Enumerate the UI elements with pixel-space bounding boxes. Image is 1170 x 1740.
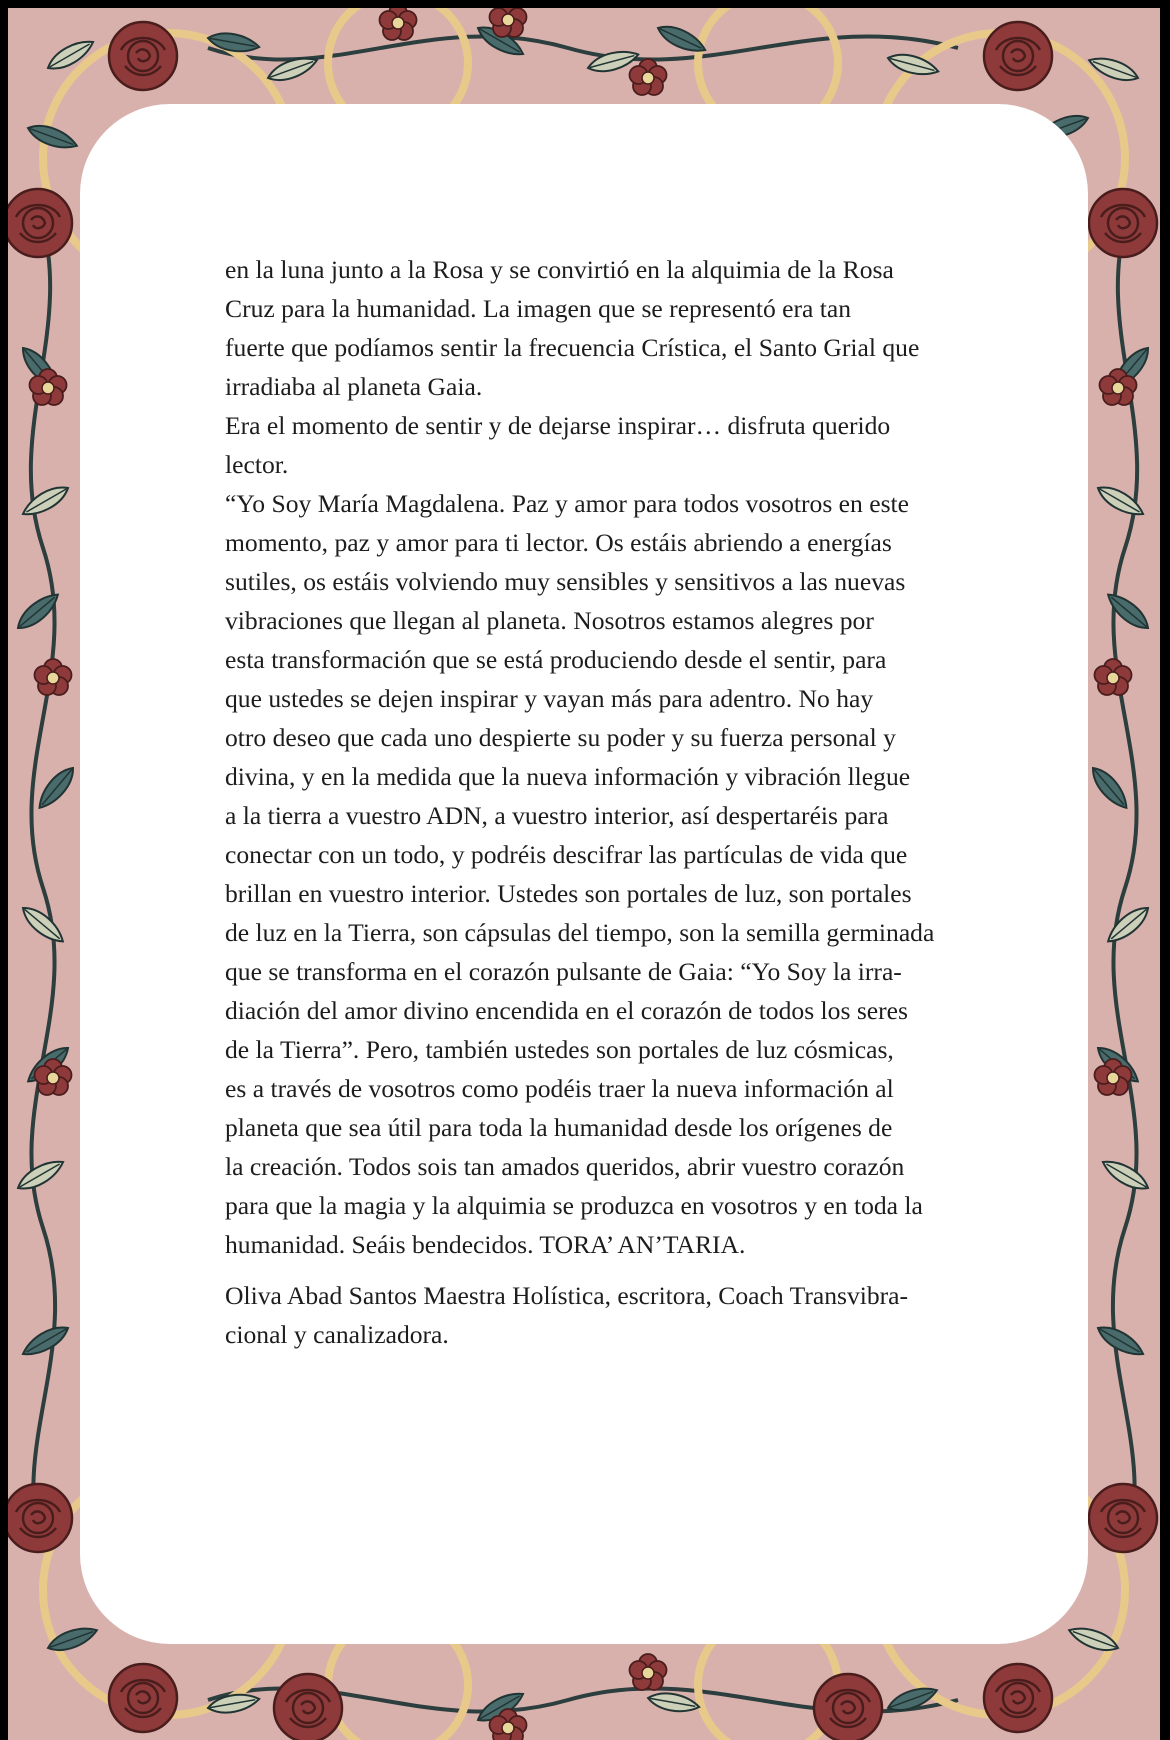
paragraph [225,250,975,406]
text-line: la creación. Todos sois tan amados queridos, abrir vuestro corazón [225,1152,905,1181]
text-line: planeta que sea útil para toda la humanidad desde los orígenes de [225,1113,893,1142]
text-line: Era el momento de sentir y de dejarse inspirar… disfruta querido [225,411,891,440]
text-line: “Yo Soy María Magdalena. Paz y amor para todos vosotros en este [225,489,910,518]
text-line: que ustedes se dejen inspirar y vayan más para adentro. No hay [225,684,874,713]
paragraph [225,406,975,484]
text-line: es a través de vosotros como podéis traer la nueva información al [225,1074,894,1103]
text-line: humanidad. Seáis bendecidos. TORA’ AN’TARIA. [225,1230,746,1259]
author-signature [225,1276,975,1354]
text-line: fuerte que podíamos sentir la frecuencia Crística, el Santo Grial que [225,333,920,362]
text-line: Oliva Abad Santos Maestra Holística, escritora, Coach Transvibra- [225,1281,909,1310]
text-line: de luz en la Tierra, son cápsulas del tiempo, son la semilla germinada [225,918,935,947]
text-line: divina, y en la medida que la nueva información y vibración llegue [225,762,911,791]
text-line: otro deseo que cada uno despierte su poder y su fuerza personal y [225,723,896,752]
text-line: en la luna junto a la Rosa y se convirtió en la alquimia de la Rosa [225,255,894,284]
text-line: a la tierra a vuestro ADN, a vuestro interior, así despertaréis para [225,801,889,830]
text-line: diación del amor divino encendida en el corazón de todos los seres [225,996,908,1025]
text-line: momento, paz y amor para ti lector. Os estáis abriendo a energías [225,528,892,557]
text-line: irradiaba al planeta Gaia. [225,372,483,401]
text-line: esta transformación que se está produciendo desde el sentir, para [225,645,887,674]
text-line: Cruz para la humanidad. La imagen que se representó era tan [225,294,852,323]
page-text [225,250,975,1354]
text-line: cional y canalizadora. [225,1320,449,1349]
text-line: brillan en vuestro interior. Ustedes son portales de luz, son portales [225,879,912,908]
text-line: vibraciones que llegan al planeta. Nosotros estamos alegres por [225,606,874,635]
text-line: conectar con un todo, y podréis descifrar las partículas de vida que [225,840,908,869]
text-line: lector. [225,450,289,479]
text-line: que se transforma en el corazón pulsante de Gaia: “Yo Soy la irra- [225,957,902,986]
text-line: sutiles, os estáis volviendo muy sensibles y sensitivos a las nuevas [225,567,906,596]
text-line: para que la magia y la alquimia se produzca en vosotros y en toda la [225,1191,923,1220]
quote-paragraph [225,484,975,1264]
text-line: de la Tierra”. Pero, también ustedes son portales de luz cósmicas, [225,1035,894,1064]
